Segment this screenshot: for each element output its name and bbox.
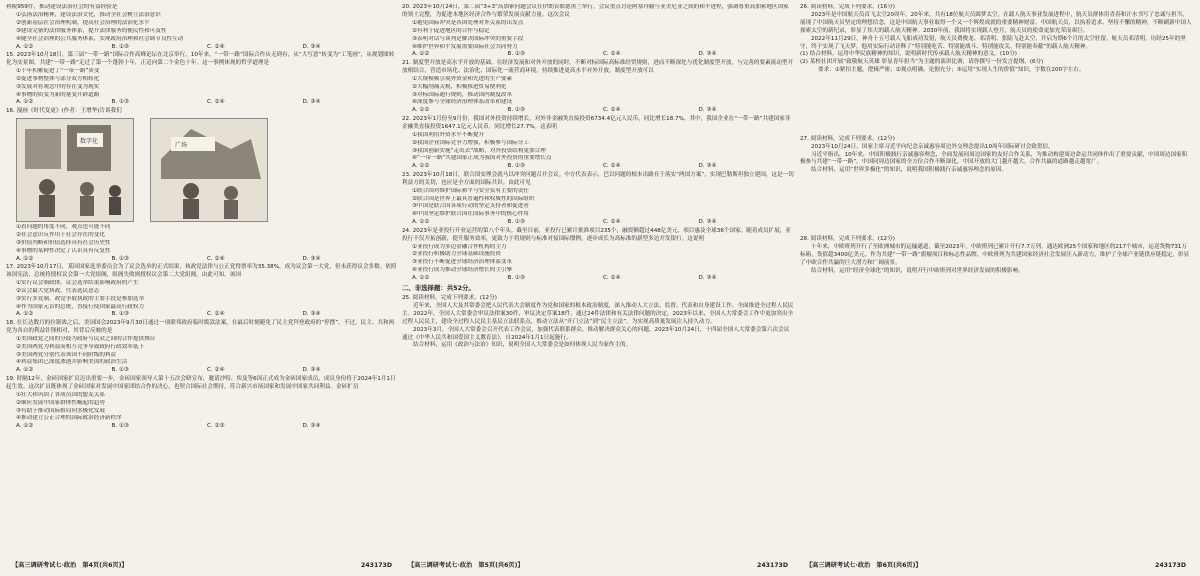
option-c: C. ②③ — [207, 423, 225, 430]
statement: ④中国坚定维护联合国在国际事务中的核心作用 — [412, 211, 529, 218]
option-c: C. ②④ — [207, 43, 225, 50]
statement: ①联合国对维护国际和平与安全负有主要的责任 — [412, 187, 529, 194]
statement: ③建设完备的法律服务体系，提升法律服务的便民性和可及性 — [16, 27, 167, 34]
answer-requirement: 要求：①紧扣主题，逻辑严密；②观点明确，论据充分；③运用“实现人生的价值”知识，字数在200字左右。 — [818, 67, 1085, 74]
statement: ③表明对话与谈判是解决国际冲突的重要手段 — [412, 35, 524, 42]
option-b: B. ①③ — [111, 423, 129, 430]
question-stem: 21. 制度型开放是高水平开放的基础。在经济发展和对外开放的同时，不断对标国际高标准经贸规则，进而不断深化与优化制度型开放，与完善的要素流动型开放相结合，营造市场化、法治化、国际化一流营商环境，持续推进更高水平对外开放。制度型开放可以 — [402, 59, 794, 74]
option-c: C. ②④ — [207, 311, 225, 318]
option-b: B. ①③ — [507, 107, 525, 114]
answer-options — [6, 367, 398, 375]
question-18 — [6, 320, 398, 375]
question-stem: 23. 2023年10月18日，联合国安理会就马以冲突问题召开会议。中方代表表示，巴以问题的根本出路在于落实“两国方案”，实现巴勒斯坦独立建国，这是一切利益方的关切，也应是全方面的国际共识。由此可见 — [402, 171, 794, 186]
option-d: D. ③④ — [302, 311, 321, 318]
footer-title: 【高三调研考试七·政治 第4页(共6页)】 — [12, 562, 128, 570]
footer-code: 243173D — [361, 562, 392, 570]
page-footer — [6, 562, 398, 570]
statement: ③有助于推动国际格局向多极化发展 — [16, 407, 105, 414]
statement: ①我国利用外资水平不断提升 — [412, 131, 485, 138]
statement: ④“一带一路”共建国家正成为我国对外投资的重要增长点 — [412, 155, 552, 162]
option-b: B. ①③ — [507, 163, 525, 170]
option-c: C. ②④ — [207, 367, 225, 374]
option-d: D. ③④ — [698, 275, 717, 282]
question-stem: 19. 时隔12年，金砖国家扩员迈出重要一步。金砖国家领导人第十五次会晤宣布，邀请沙特、埃及等6国正式成为金砖国家成员，成员身份将于2024年1月1日起生效。这次扩员既体现了金砖国家对发展中国家团结合作的决心，也契合国际社会期待，符合新兴市场国家和发展中国家共同利益。金砖扩员 — [6, 375, 396, 390]
question-24 — [402, 228, 794, 283]
exam-page-5 — [402, 4, 794, 572]
question-stem: 18. 在长达数月的拉锯战之后，美国国会2023年9月30日通过一项联邦政府临时拨款法案，在最后时刻避免了民主党拜登政府的“停摆”。不过，民主、共和两党为各自的利益针锋相对，其背后反映的是 — [6, 319, 395, 334]
answer-space — [800, 176, 1192, 236]
option-b: B. ①③ — [111, 367, 129, 374]
option-b: B. ①③ — [507, 219, 525, 226]
statement: ②我国企业国际竞争力增强，积极参与国际分工 — [412, 139, 529, 146]
material-paragraph: 习近平指出，10年来，中国积极践行亲诚惠容理念，全面发展同周边国家的友好合作关系，为推动构建周边命运共同体作出了重要贡献，中国周边国家积极参与共建“一带一路”，中国同周边国家的全方位合作不断深化，中国开放的大门越开越大，合作共赢的道路越走越宽广。 — [800, 151, 1188, 166]
sub-question-1: (1) 结合材料，运用中华民族精神的知识，说明新时代传承载人航天精神的意义。(10分) — [800, 51, 1017, 58]
exam-page-4 — [6, 4, 398, 572]
question-stem: 22. 2023年1月份至9月份，我国对外投资持续增长，对外非金融类直接投资6734.4亿元人民币，同比增长18.7%。其中，我国企业在“一带一路”共建国家非金融类直接投资1647.1亿元人民币，同比增长27.7%。这表明 — [402, 115, 791, 130]
answer-options — [6, 44, 398, 52]
sub-question-2: (2) 某校社团开展“致敬航天英雄 彰显青年担当”为主题的演讲比赛，请你撰写一份发言提纲。(6分) — [800, 59, 1044, 66]
option-c: C. ②④ — [207, 99, 225, 106]
cartoon-panels — [16, 118, 398, 222]
statement: ②社会意识反作用于社会存在的变化 — [16, 231, 105, 238]
option-a: A. ①② — [16, 99, 34, 106]
option-d: D. ③④ — [698, 107, 717, 114]
statement: ④推动建立公正合理的国际政治经济新秩序 — [16, 415, 122, 422]
statement: ①看问题的角度不同，观点也可能不同 — [16, 223, 111, 230]
question-requirement: 结合材料，运用《政治与法治》知识，说明全国人大常委会是如何体现人民当家作主的。 — [413, 342, 632, 349]
question-16 — [6, 108, 398, 263]
option-a: A. ①② — [412, 275, 430, 282]
statement: ④事物的某种性决定了认识具有反复性 — [16, 247, 111, 254]
answer-options — [6, 99, 398, 107]
statement: ④利益集团已深度渗透并影响美国的政治生活 — [16, 359, 128, 366]
option-c: C. ②④ — [207, 255, 225, 262]
statement: ②促进事物整体与部分双方相转化 — [16, 75, 100, 82]
answer-options — [402, 107, 794, 115]
question-22 — [402, 116, 794, 171]
option-a: A. ①② — [16, 43, 34, 50]
exam-page-6 — [800, 4, 1192, 572]
option-a: A. ①② — [16, 311, 34, 318]
statement: ②议会最大党执政，代表选民意志 — [16, 287, 100, 294]
option-b: B. ①③ — [507, 275, 525, 282]
answer-options — [402, 163, 794, 171]
option-d: D. ③④ — [302, 99, 321, 106]
footer-code: 243173D — [1155, 562, 1186, 570]
statement: ①实行议会制政体，议会选举结果影响政府的产生 — [16, 279, 139, 286]
question-stem: 15. 2023年10月18日，第三届“一带一路”国际合作高峰论坛在北京举行。10年来，“一带一路”国际合作从无到有，从“大写意”转变为“工笔画”，从规划图转化为实景图，共建“一带一路”走过了第一个蓬勃十年，正迈向第二个金色十年。这一事例体现的哲学道理是 — [6, 52, 395, 66]
option-c: C. ②④ — [603, 51, 621, 58]
statement: ②联合国是世界上最具普遍性和权威性的国际组织 — [412, 195, 535, 202]
question-20 — [402, 4, 794, 59]
statement: ④维护世界和平发展需要国际社会共同努力 — [412, 43, 518, 50]
statement: ③亚投行不断促进全球经济治理体系变革 — [412, 259, 513, 266]
option-d: D. ③④ — [698, 51, 717, 58]
question-stem: 26. 阅读材料，完成下列要求。(16分) — [800, 4, 895, 10]
option-c: C. ②④ — [603, 219, 621, 226]
statement: ④健全社会治理的公共服务体系，实现政府治理和社会调节良性互动 — [16, 35, 184, 42]
option-c: C. ②④ — [603, 163, 621, 170]
option-d: D. ③④ — [302, 367, 321, 374]
statement: ②有利于促进地区的合作与稳定 — [412, 27, 490, 34]
cartoon-right-image — [150, 118, 268, 222]
question-stem: 25. 阅读材料，完成下列要求。(12分) — [402, 295, 497, 301]
option-b: B. ①③ — [507, 51, 525, 58]
cartoon-sign-right: 广场 — [175, 141, 188, 149]
question-requirement: 结合材料，运用“世界多极化”的知识，说明我国积极践行亲诚惠容理念的原因。 — [811, 167, 1007, 174]
material-paragraph: 2023年10月24日，国家主席习近平向纪念亲诚惠容周边外交理念提出10周年国际研讨会致贺信。 — [811, 143, 1054, 150]
option-b: B. ①③ — [111, 99, 129, 106]
option-d: D. ③④ — [302, 43, 321, 50]
page-footer — [800, 562, 1192, 570]
question-stem: 20. 2023年10月24日，第二届“3+3”高加索问题会议在伊朗首都德黑兰举行，会议重点讨论阿塞拜疆与亚美尼亚之间的和平进程，强调尊重高加索地区国家的领土完整，为促进本地区经济合作与繁荣发展贡献力量。这次会议 — [402, 4, 789, 18]
answer-options — [6, 423, 398, 431]
answer-space — [800, 76, 1192, 136]
question-21 — [402, 60, 794, 115]
page-footer — [402, 562, 794, 570]
question-15 — [6, 52, 398, 107]
question-28 — [800, 236, 1192, 276]
section-heading: 二、非选择题：共52分。 — [402, 284, 475, 293]
statement: ③发展对将观念中的存在变为现实 — [16, 83, 100, 90]
option-a: A. ①② — [16, 423, 34, 430]
statement: ③对标国际通行规则，推动国内制度改革 — [412, 91, 513, 98]
answer-options — [402, 219, 794, 227]
statement: ①十年积累促进了“一带一路”质变 — [16, 67, 100, 74]
option-c: C. ②④ — [603, 275, 621, 282]
question-23 — [402, 172, 794, 227]
option-b: B. ①③ — [111, 311, 129, 318]
cartoon-left-image — [16, 118, 134, 222]
statement: ②大幅削减关税，积极推进贸易便利化 — [412, 83, 507, 90]
statement: ④作为国家元首的总统，直接行使国家最高行政权力 — [16, 303, 145, 310]
q14-continued — [6, 4, 398, 51]
material-paragraph: 2022年11月29日，神舟十五号载人飞船成功发射，航天员费俊龙、邓清明、张陆飞赴太空，开启为期6个月的太空驻留。航天员邓清明，历经25年的坚守，终于实现了飞天梦。他用实际行动诠释了“特别能吃苦、特别能战斗、特别能攻关、特别能奉献”的载人航天精神。 — [800, 35, 1186, 50]
text-line: 利税959件，推动建设法治社会的有益经验是 — [6, 4, 118, 10]
material-paragraph: 十年来，中欧班列开行了至欧洲城市的运输通道，截至2023年，中欧班列已累计开行7.7万列，通达欧洲25个国家和地区的217个城市，运送货物731万标箱，货值超3400亿美元。作为共建“一带一路”旗舰项目和标志性品牌，中欧班列为共建国家经济社会发展注入新动力，维护了全球产业链供应链稳定，彰显了中欧合作共赢的巨大潜力和广阔前景。 — [800, 243, 1190, 266]
answer-options — [402, 275, 794, 283]
statement: ②顺应发展中国家群体性崛起的趋势 — [16, 399, 105, 406]
option-b: B. ①③ — [111, 255, 129, 262]
option-a: A. ①② — [412, 163, 430, 170]
statement: ①亚投行成为多边金融合作机构的主力 — [412, 243, 507, 250]
statement: ④亚投行成为推动全球经济增长的主引擎 — [412, 267, 513, 274]
material-paragraph: 近年来，全国人大及其常委会把人民代表大会制度作为党和国家的根本政治制度，深入推动人大立法、监督、代表和自身建设工作，全面推进全过程人民民主。2022年，全国人大常委会审议法律案30件，审议决定草案18件，通过24件法律和有关法律问题的决定。2023年以来，全国人大常委会工作中更加突出全过程人民民主，建设全过程人民民主基层立法联系点，推动立法从“开门立法”到“民主立法”，为实现高质量发展注入持久动力。 — [402, 302, 794, 325]
statement: ④深度参与全球经济治理体系改革和建设 — [412, 99, 513, 106]
statement: ③价值判断和价值选择具有社会历史性 — [16, 239, 111, 246]
option-d: D. ③④ — [698, 219, 717, 226]
option-d: D. ③④ — [302, 423, 321, 430]
option-d: D. ③④ — [302, 255, 321, 262]
statement: ④事物的质变为新的量变开辟道路 — [16, 91, 100, 98]
statement: ①弘扬法治精神，建设法治文化，推动全社会树立法治意识 — [16, 11, 161, 18]
cartoon-sign-left: 数字化 — [80, 137, 99, 145]
question-27 — [800, 136, 1192, 176]
answer-options — [6, 311, 398, 319]
option-c: C. ②④ — [603, 107, 621, 114]
footer-code: 243173D — [757, 562, 788, 570]
statement: ③美国两党分别代表该国不同阶级的利益 — [16, 351, 117, 358]
option-a: A. ①② — [16, 255, 34, 262]
question-stem: 17. 2023年10月17日，某国国家选举委员会为了议会选举的正式结果，执政党法律与公正党得票率为35.38%，成为议会第一大党，但未获得议会多数。依照该国宪法，总统将授权议会第一大党组阁，组阁失败则授权议会第二大党组阁。由此可知，该国 — [6, 264, 397, 278]
question-26 — [800, 4, 1192, 75]
statement: ①大规模吸引境外资金和先进的生产要素 — [412, 75, 513, 82]
material-paragraph: 2023年3月，全国人大常委会召开代表工作会议，加强代表联系群众、推动解决群众关心的问题，2023年10月24日，十四届全国人大常委会第六次会议通过《中华人民共和国爱国主义教育法》，自2024年1月1日起施行。 — [402, 326, 790, 341]
statement: ①美国政党之间的分歧为政府与民众之间的合作提供舞台 — [16, 335, 156, 342]
option-a: A. ①② — [412, 219, 430, 226]
option-d: D. ③④ — [698, 163, 717, 170]
question-requirement: 结合材料，运用“经济全球化”的知识，说明开行中欧班列对世界经济发展的积极影响。 — [811, 267, 1024, 274]
statement: ①避免国际冲突是各国处理对外关系的出发点 — [412, 19, 524, 26]
statement: ②亚投行积极助力全球基础设施投资 — [412, 251, 501, 258]
option-a: A. ①② — [412, 51, 430, 58]
material-paragraph: 2023年是中国航天员首飞太空20周年。20年来，共有18位航天员圆梦太空。在载人航天事业发展进程中，航天员群体用青春和汗水书写了忠诚与担当，展现了中国航天员坚定的理想信念，这是中国航天事业取得一个又一个辉煌成就的重要精神财富。中国航天员，以执着追求、坚持不懈的精神，不断刷新中国人探索太空的新纪录，彰显了伟大的载人航天精神。2030年前，我国将实现载人登月，航天员的使命更加光荣而艰巨。 — [800, 11, 1192, 34]
question-stem: 27. 阅读材料，完成下列要求。(12分) — [800, 135, 895, 142]
option-a: A. ①② — [412, 107, 430, 114]
statement: ②美国两党为利益而相互竞争导致政府行政效率低下 — [16, 343, 145, 350]
question-19 — [6, 376, 398, 431]
statement: ③中国是联合国各项行动的坚定支持者和促进者 — [412, 203, 529, 210]
footer-title: 【高三调研考试七·政治 第5页(共6页)】 — [408, 562, 524, 570]
statement: ①壮大和巩固了各成员国的盟友关系 — [16, 391, 105, 398]
question-25 — [402, 295, 794, 350]
question-stem: 28. 阅读材料，完成下列要求。(12分) — [800, 235, 895, 242]
question-stem: 24. 2023年是亚投行开业运营的第八个年头。截至目前，亚投行已累计批准项目235个，融资额超过448亿美元，项目惠及全球36个国家。随着成员扩展，亚投行不仅开拓创新，提升服务效率，更致力于将规则与标准对接国际惯例，逐步成长为高标准的新型多边开发银行。这说明 — [402, 227, 792, 242]
footer-title: 【高三调研考试七·政治 第6页(共6页)】 — [806, 562, 922, 570]
question-stem: 16. 漫画《时代变更》(作者：王增华)告诉我们 — [6, 107, 122, 114]
statement: ③我国创新实施“走出去”战略，对外投资结构更加合理 — [412, 147, 546, 154]
option-a: A. ①② — [16, 367, 34, 374]
answer-options — [6, 256, 398, 264]
answer-options — [402, 51, 794, 59]
question-17 — [6, 264, 398, 319]
statement: ③实行多党制，政党争取执政的主要手段是参加选举 — [16, 295, 145, 302]
option-b: B. ①③ — [111, 43, 129, 50]
statement: ②创新基层社会治理机制，提高社会治理的法治化水平 — [16, 19, 150, 26]
